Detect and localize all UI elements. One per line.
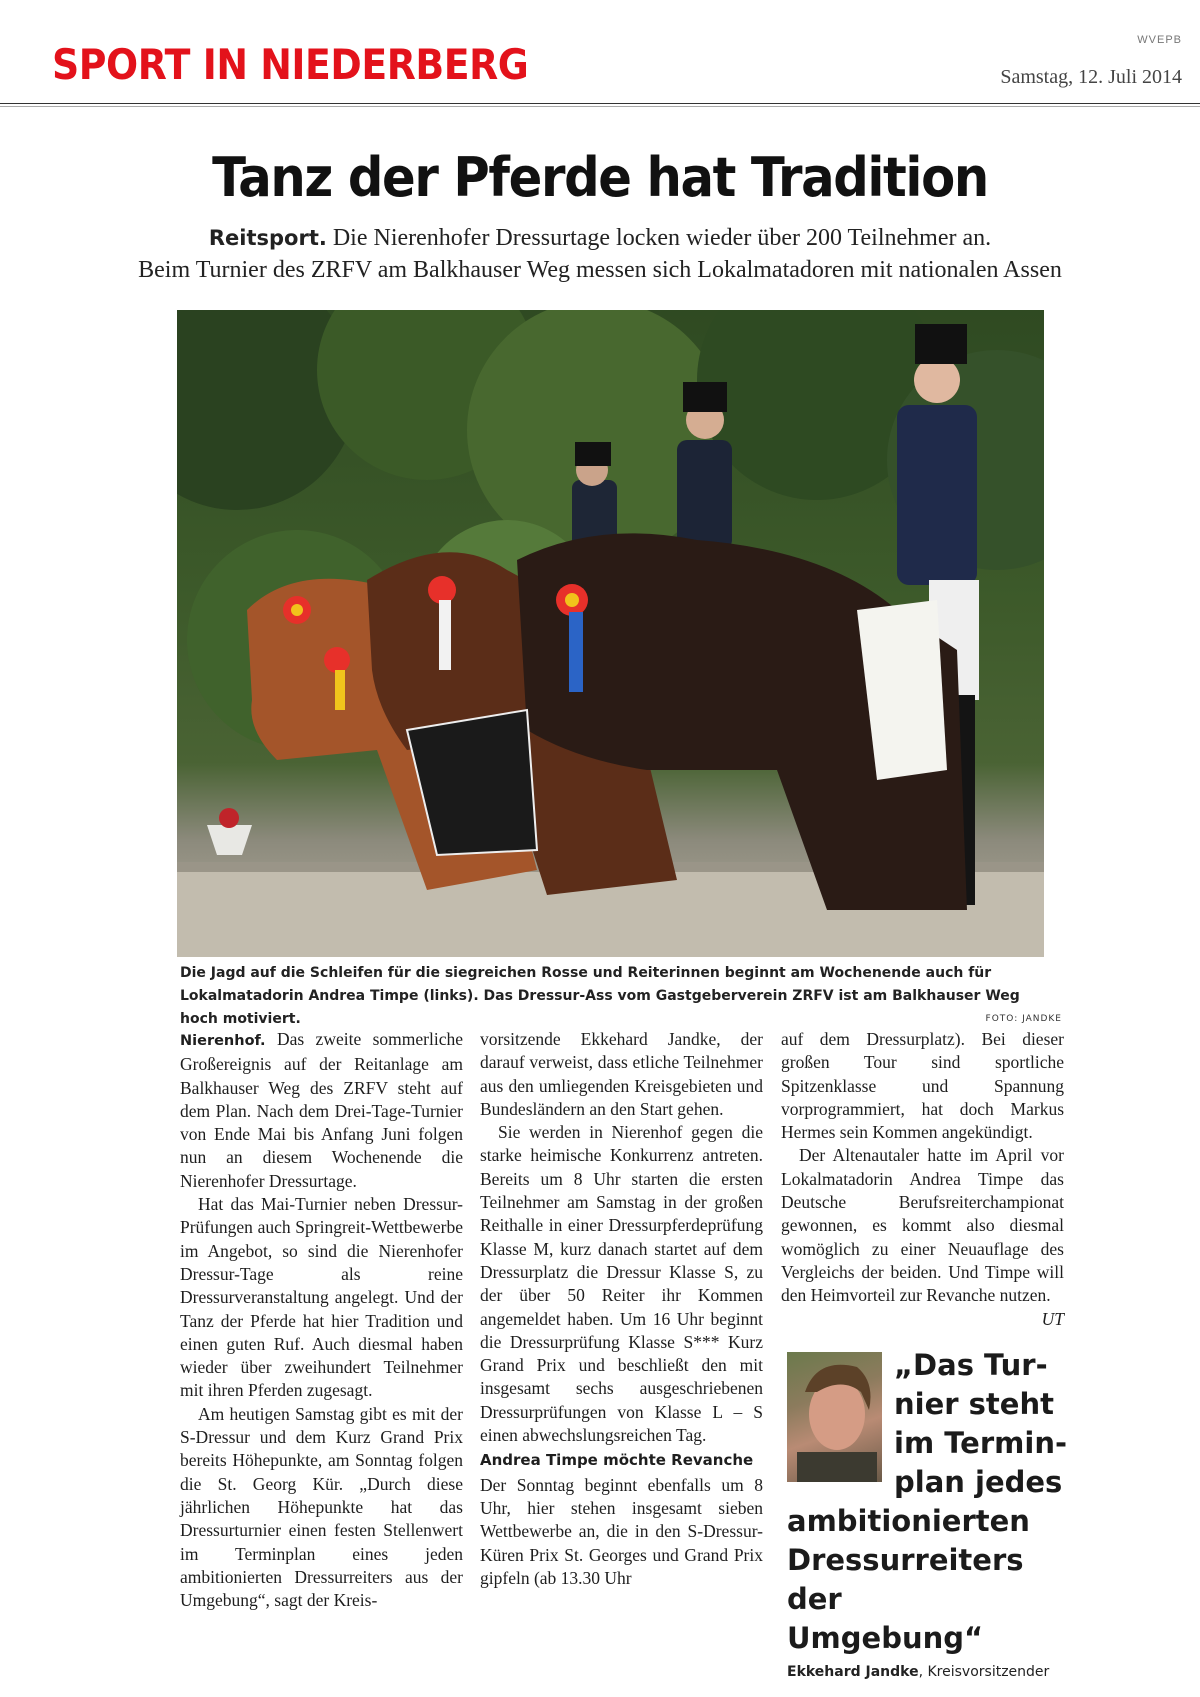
dateline: Nierenhof. xyxy=(180,1033,266,1049)
masthead-rule xyxy=(0,103,1200,104)
pull-quote xyxy=(787,1346,1077,1680)
photo-caption xyxy=(180,962,1062,1031)
article-column-2 xyxy=(480,1028,763,1590)
subhead-kicker: Reitsport. xyxy=(208,226,327,250)
quote-line: nier steht xyxy=(894,1387,1054,1421)
subhead-line-1: Die Nierenhofer Dressurtage locken wieder über 200 Teilnehmer an. xyxy=(332,225,992,251)
issue-date: Samstag, 12. Juli 2014 xyxy=(1000,66,1182,88)
author-initials: UT xyxy=(1041,1308,1064,1329)
paragraph: Am heutigen Samstag gibt es mit der S-Dressur und dem Kurz Grand Prix bereits Höhepunkte, am Sonntag folgen die St. Georg Kür. „Durch diese jährlichen Höhepunkte hat das Dressurturnier einen festen Stellenwert im Terminplan eines jeden ambitionierten Dressurreiters aus der Umgebung“, sagt der Kreis- xyxy=(180,1403,463,1611)
paragraph xyxy=(781,1144,1064,1329)
paragraph: Der Sonntag beginnt ebenfalls um 8 Uhr, hier stehen insgesamt sieben Wettbewerbe an, die in den S-Dressur-Küren Prix St. Georges und Grand Prix gipfeln (ab 13.30 Uhr xyxy=(480,1474,763,1588)
paragraph: auf dem Dressurplatz). Bei dieser großen Tour sind sportliche Spitzenklasse und Spannung vorprogrammiert, hat doch Markus Hermes sein Kommen angekündigt. xyxy=(781,1029,1064,1143)
masthead-rule-thin xyxy=(0,106,1200,107)
source-tag: WVEPB xyxy=(1137,34,1182,46)
article-headline: Tanz der Pferde hat Tradition xyxy=(212,146,988,209)
quote-author xyxy=(787,1664,1077,1680)
quote-line: plan jedes xyxy=(894,1465,1063,1499)
portrait-photo xyxy=(787,1352,882,1482)
paragraph-text: Das zweite sommerliche Großereignis auf der Reitanlage am Balkhauser Weg des ZRFV steht auf dem Plan. Nach dem Drei-Tage-Turnier von Ende Mai bis Anfang Juni folgen nun an diesem Wochenende die Nierenhofer Dressurtage. xyxy=(180,1029,463,1191)
article-photo xyxy=(177,310,1044,957)
quote-line: „Das Tur- xyxy=(894,1348,1048,1382)
quote-line: Umgebung“ xyxy=(787,1621,984,1655)
section-title: SPORT IN NIEDERBERG xyxy=(52,40,529,89)
quote-line: im Termin- xyxy=(894,1426,1067,1460)
article-column-1 xyxy=(180,1028,463,1612)
photo-credit: FOTO: JANDKE xyxy=(985,1014,1062,1024)
quote-line: ambitionierten xyxy=(787,1504,1030,1538)
subhead-line-2: Beim Turnier des ZRFV am Balkhauser Weg messen sich Lokalmatadoren mit nationalen Assen xyxy=(138,257,1062,283)
paragraph xyxy=(180,1028,463,1193)
paragraph: Hat das Mai-Turnier neben Dressur-Prüfungen auch Springreit-Wettbewerbe im Angebot, so sind die Nierenhofer Dressur-Tage als reine Dressurveranstaltung angelegt. Und der Tanz der Pferde hat hier Tradition und einen guten Ruf. Auch diesmal haben wieder über zweihundert Teilnehmer mit ihren Pferden zugesagt. xyxy=(180,1194,463,1401)
article-subhead xyxy=(40,222,1160,286)
quote-author-name: Ekkehard Jandke xyxy=(787,1664,919,1680)
paragraph: vorsitzende Ekkehard Jandke, der darauf verweist, dass etliche Teilnehmer aus den umliegenden Kreisgebieten und Bundesländern an den Start gehen. xyxy=(480,1029,763,1119)
paragraph: Sie werden in Nierenhof gegen die starke heimische Konkurrenz antreten. Bereits um 8 Uhr starten die ersten Teilnehmer am Samstag in der großen Reithalle in einer Dressurpferdeprüfung Klasse M, kurz danach startet auf dem Dressurplatz die Dressur Klasse S, zu der über 50 Reiter ihr Kommen angemeldet haben. Um 16 Uhr beginnt die Dressurprüfung Klasse S*** Kurz Grand Prix und beschließt den mit insgesamt sechs ausgeschriebenen Dressurprüfungen von Klasse L – S einen abwechslungsreichen Tag. xyxy=(480,1122,763,1446)
caption-text: Die Jagd auf die Schleifen für die siegreichen Rosse und Reiterinnen beginnt am Wochenende auch für Lokalmatadorin Andrea Timpe (links). Das Dressur-Ass vom Gastgeberverein ZRFV ist am Balkhauser Weg hoch motiviert. xyxy=(180,965,1020,1027)
article-column-3 xyxy=(781,1028,1064,1331)
section-subtitle: Andrea Timpe möchte Revanche xyxy=(480,1451,754,1470)
quote-author-role: , Kreisvorsitzender xyxy=(918,1664,1050,1680)
quote-line: Dressurreiters der xyxy=(787,1543,1024,1616)
paragraph-text: Der Altenautaler hatte im April vor Lokalmatadorin Andrea Timpe das Deutsche Berufsreiterchampionat gewonnen, es kommt also diesmal womöglich zu einer Neuauflage des Vergleichs der beiden. Und Timpe will den Heimvorteil zur Revanche nutzen. xyxy=(781,1145,1064,1306)
